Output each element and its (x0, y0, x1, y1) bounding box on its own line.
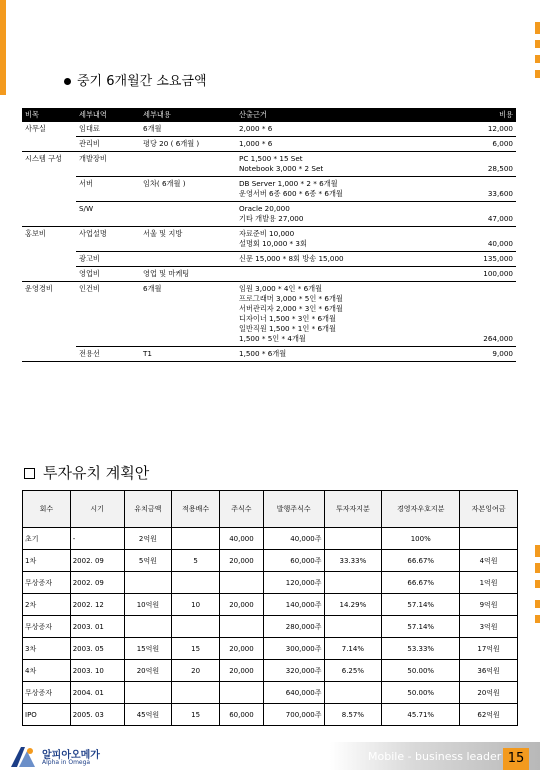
table-cell: 40,000 (219, 528, 263, 550)
table-cell: 8.57% (324, 704, 382, 726)
company-logo-icon (9, 745, 37, 769)
table-cell: 9억원 (460, 594, 518, 616)
basis-line: 1,000 * 6 (239, 139, 273, 148)
table-cell: 33.33% (324, 550, 382, 572)
table-cell: IPO (23, 704, 71, 726)
column-header: 세부내용 (140, 108, 236, 122)
table-row (22, 347, 516, 362)
column-header: 경영자우호지분 (382, 491, 460, 528)
table-cell: 10억원 (124, 594, 172, 616)
column-header: 비용 (464, 108, 516, 122)
detail-cell: T1 (140, 347, 236, 362)
right-accent-mark (535, 545, 540, 557)
column-header: 산출근거 (236, 108, 464, 122)
table-row (23, 682, 518, 704)
checkbox-bullet-icon (24, 468, 35, 479)
item-cell: 임대료 (76, 122, 140, 137)
table-row (22, 227, 516, 252)
column-header: 주식수 (219, 491, 263, 528)
table-cell: 15억원 (124, 638, 172, 660)
table-cell: 6.25% (324, 660, 382, 682)
column-header: 세부내역 (76, 108, 140, 122)
category-cell: 시스템 구성 (25, 154, 63, 163)
table-cell: - (70, 528, 124, 550)
table-row (23, 528, 518, 550)
table-cell: 2002. 09 (70, 572, 124, 594)
basis-line: DB Server 1,000 * 2 * 6개월 (239, 179, 338, 188)
table-cell: 40,000주 (263, 528, 324, 550)
table-row (22, 282, 516, 347)
detail-cell: 6개월 (140, 122, 236, 137)
section-title-investment (24, 462, 149, 483)
section-title-text: 투자유치 계획안 (43, 464, 150, 482)
table-cell: 280,000주 (263, 616, 324, 638)
right-accent-mark (535, 22, 540, 34)
footer-tagline: Mobile - business leader (368, 750, 502, 763)
table-cell: 20,000 (219, 638, 263, 660)
company-logo-subtitle: Alpha in Omega (42, 759, 91, 766)
table-cell (172, 528, 220, 550)
column-header: 시기 (70, 491, 124, 528)
basis-cell (236, 202, 464, 227)
table-cell: 무상증자 (23, 572, 71, 594)
table-cell: 20,000 (219, 594, 263, 616)
table-cell (172, 616, 220, 638)
item-cell: 서버 (76, 177, 140, 202)
table-row (23, 638, 518, 660)
table-cell: 57.14% (382, 594, 460, 616)
basis-cell (236, 347, 464, 362)
cost-cell: 9,000 (464, 347, 516, 362)
table-cell: 20,000 (219, 660, 263, 682)
table-row (23, 572, 518, 594)
detail-cell: 서울 및 지방 (140, 227, 236, 252)
detail-cell: 6개월 (140, 282, 236, 347)
table-cell: 7.14% (324, 638, 382, 660)
basis-cell (236, 282, 464, 347)
right-accent-mark (535, 563, 540, 573)
detail-cell: 평당 20 ( 6개월 ) (140, 137, 236, 152)
right-accent-mark (535, 70, 540, 78)
category-cell (22, 267, 76, 282)
table-cell: 640,000주 (263, 682, 324, 704)
column-header: 회수 (23, 491, 71, 528)
category-cell (22, 202, 76, 227)
item-cell: 전용선 (76, 347, 140, 362)
table-cell: 20 (172, 660, 220, 682)
table-cell: 무상증자 (23, 616, 71, 638)
table-cell (124, 616, 172, 638)
category-cell (22, 347, 76, 362)
investment-table (22, 490, 518, 726)
table-cell: 50.00% (382, 682, 460, 704)
basis-cell (236, 152, 464, 177)
table-cell: 100% (382, 528, 460, 550)
item-cell: 사업설명 (76, 227, 140, 252)
table-cell: 초기 (23, 528, 71, 550)
column-header: 자본잉여금 (460, 491, 518, 528)
table-cell: 2003. 10 (70, 660, 124, 682)
table-row (23, 594, 518, 616)
table-row (23, 660, 518, 682)
basis-cell (236, 252, 464, 267)
table-cell (324, 682, 382, 704)
item-cell: 영업비 (76, 267, 140, 282)
table-cell: 1억원 (460, 572, 518, 594)
table-row (22, 177, 516, 202)
detail-cell (140, 252, 236, 267)
table-header-row (23, 491, 518, 528)
table-cell: 3차 (23, 638, 71, 660)
table-cell: 15 (172, 704, 220, 726)
category-cell (22, 252, 76, 267)
table-row (22, 267, 516, 282)
detail-cell: 영업 및 마케팅 (140, 267, 236, 282)
table-cell: 2003. 05 (70, 638, 124, 660)
detail-cell (140, 202, 236, 227)
bullet-icon (64, 78, 71, 85)
table-cell (219, 616, 263, 638)
right-accent-mark (535, 580, 540, 588)
cost-cell: 100,000 (464, 267, 516, 282)
table-cell (172, 572, 220, 594)
item-cell: S/W (76, 202, 140, 227)
table-cell: 50.00% (382, 660, 460, 682)
table-cell: 66.67% (382, 572, 460, 594)
page-number: 15 (503, 748, 529, 770)
basis-line: 설명회 10,000 * 3회 (239, 239, 307, 248)
table-cell: 무상증자 (23, 682, 71, 704)
category-cell: 운영경비 (25, 284, 53, 293)
table-cell: 60,000주 (263, 550, 324, 572)
table-cell (324, 572, 382, 594)
table-row (23, 704, 518, 726)
table-cell: 2005. 03 (70, 704, 124, 726)
table-cell: 57.14% (382, 616, 460, 638)
item-cell: 관리비 (76, 137, 140, 152)
table-cell (124, 572, 172, 594)
table-cell: 320,000주 (263, 660, 324, 682)
table-cell: 45.71% (382, 704, 460, 726)
cost-table (22, 108, 516, 362)
table-row (22, 152, 516, 177)
table-cell: 140,000주 (263, 594, 324, 616)
basis-line: 임원 3,000 * 4인 * 6개월 (239, 284, 323, 293)
table-cell: 15 (172, 638, 220, 660)
right-accent-mark (535, 600, 540, 608)
basis-line: 1,500 * 6개월 (239, 349, 287, 358)
company-logo-name: 알피아오메가 (42, 750, 100, 761)
basis-cell (236, 177, 464, 202)
category-cell: 사무실 (25, 124, 46, 133)
table-cell: 10 (172, 594, 220, 616)
basis-line: 신문 15,000 * 8회 방송 15,000 (239, 254, 344, 263)
basis-cell (236, 227, 464, 252)
table-row (22, 137, 516, 152)
detail-cell (140, 152, 236, 177)
category-cell (22, 137, 76, 152)
cost-cell: 135,000 (464, 252, 516, 267)
basis-cell (236, 267, 464, 282)
cost-cell: 33,600 (464, 177, 516, 202)
table-cell (460, 528, 518, 550)
table-cell: 1차 (23, 550, 71, 572)
table-header-row (22, 108, 516, 122)
basis-line: 2,000 * 6 (239, 124, 273, 133)
category-cell: 홍보비 (25, 229, 46, 238)
table-cell: 300,000주 (263, 638, 324, 660)
table-cell: 5억원 (124, 550, 172, 572)
table-cell: 17억원 (460, 638, 518, 660)
basis-line: 기타 개발용 27,000 (239, 214, 304, 223)
table-cell (324, 616, 382, 638)
table-cell: 20억원 (124, 660, 172, 682)
item-cell: 개발장비 (76, 152, 140, 177)
cost-cell: 6,000 (464, 137, 516, 152)
column-header: 투자자지분 (324, 491, 382, 528)
table-cell: 60,000 (219, 704, 263, 726)
table-cell: 53.33% (382, 638, 460, 660)
cost-cell: 40,000 (464, 227, 516, 252)
column-header: 유치금액 (124, 491, 172, 528)
table-cell: 2002. 12 (70, 594, 124, 616)
left-accent-bar (0, 0, 6, 95)
table-cell: 36억원 (460, 660, 518, 682)
table-row (22, 252, 516, 267)
category-cell (22, 177, 76, 202)
table-cell: 62억원 (460, 704, 518, 726)
table-row (23, 616, 518, 638)
table-cell (324, 528, 382, 550)
cost-cell: 47,000 (464, 202, 516, 227)
table-cell: 3억원 (460, 616, 518, 638)
table-row (22, 122, 516, 137)
table-cell: 45억원 (124, 704, 172, 726)
basis-cell (236, 122, 464, 137)
section-title-text: 중기 6개월간 소요금액 (77, 74, 207, 89)
table-cell: 2002. 09 (70, 550, 124, 572)
table-cell: 700,000주 (263, 704, 324, 726)
table-cell: 4차 (23, 660, 71, 682)
basis-line: 디자이너 1,500 * 3인 * 6개월 (239, 314, 336, 323)
section-title-cost (64, 70, 207, 89)
basis-line: PC 1,500 * 15 Set (239, 154, 303, 163)
basis-line: 자료준비 10,000 (239, 229, 295, 238)
detail-cell: 임차( 6개월 ) (140, 177, 236, 202)
cost-cell: 28,500 (464, 152, 516, 177)
table-cell: 14.29% (324, 594, 382, 616)
table-cell: 2004. 01 (70, 682, 124, 704)
table-cell: 2003. 01 (70, 616, 124, 638)
cost-cell: 12,000 (464, 122, 516, 137)
basis-line: Oracle 20,000 (239, 204, 290, 213)
column-header: 적용배수 (172, 491, 220, 528)
table-cell: 20,000 (219, 550, 263, 572)
table-row (23, 550, 518, 572)
table-cell (219, 682, 263, 704)
basis-line: 운영서버 6종 600 * 6종 * 6개월 (239, 189, 343, 198)
basis-line: 프로그래머 3,000 * 5인 * 6개월 (239, 294, 343, 303)
table-cell: 120,000주 (263, 572, 324, 594)
item-cell: 광고비 (76, 252, 140, 267)
basis-line: 1,500 * 5인 * 4개월 (239, 334, 306, 343)
table-cell (172, 682, 220, 704)
table-cell: 2차 (23, 594, 71, 616)
table-cell: 4억원 (460, 550, 518, 572)
basis-line: Notebook 3,000 * 2 Set (239, 164, 324, 173)
right-accent-mark (535, 55, 540, 63)
cost-cell: 264,000 (464, 282, 516, 347)
table-cell: 2억원 (124, 528, 172, 550)
table-cell (124, 682, 172, 704)
table-cell: 20억원 (460, 682, 518, 704)
item-cell: 인건비 (76, 282, 140, 347)
basis-line: 서버관리자 2,000 * 3인 * 6개월 (239, 304, 343, 313)
table-cell: 66.67% (382, 550, 460, 572)
right-accent-mark (535, 40, 540, 48)
basis-cell (236, 137, 464, 152)
basis-line: 일반직원 1,500 * 1인 * 6개월 (239, 324, 336, 333)
table-cell: 5 (172, 550, 220, 572)
table-row (22, 202, 516, 227)
column-header: 발행주식수 (263, 491, 324, 528)
right-accent-mark (535, 615, 540, 623)
table-cell (219, 572, 263, 594)
column-header: 비목 (22, 108, 76, 122)
